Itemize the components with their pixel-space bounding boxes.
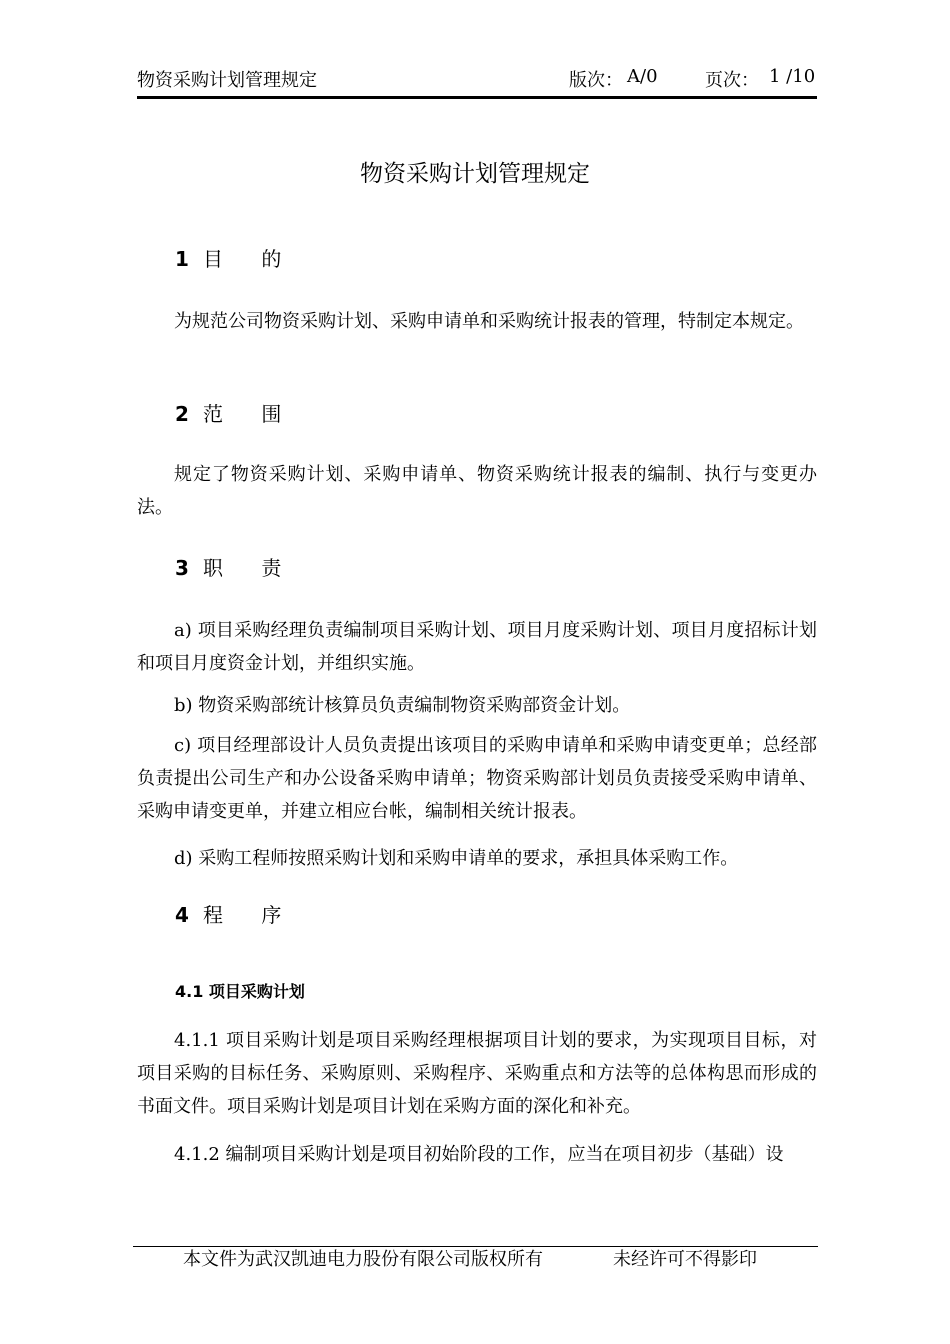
footer-copyright: 本文件为武汉凯迪电力股份有限公司版权所有 [183, 1249, 543, 1270]
paragraph-4-1-1: 4.1.1 项目采购计划是项目采购经理根据项目计划的要求，为实现项目目标，对项目采购的目标任务、采购原则、采购程序、采购重点和方法等的总体构思而形成的书面文件。项目采购计划是项目计划在采购方面的深化和补充。 [137, 1030, 817, 1117]
section-4-number: 4 [175, 903, 189, 927]
page-footer [183, 1245, 757, 1271]
section-1-text: 为规范公司物资采购计划、采购申请单和采购统计报表的管理，特制定本规定。 [174, 311, 804, 332]
document-title: 物资采购计划管理规定 [360, 161, 590, 187]
section-4-heading [175, 899, 297, 928]
paragraph-4-1-2: 4.1.2 编制项目采购计划是项目初始阶段的工作，应当在项目初步（基础）设 [174, 1144, 784, 1165]
footer-notice: 未经许可不得影印 [613, 1249, 757, 1270]
section-3-heading [175, 552, 297, 581]
section-2-number: 2 [175, 402, 189, 426]
page-header [137, 62, 817, 99]
duty-item-c: c) 项目经理部设计人员负责提出该项目的采购申请单和采购申请变更单；总经部负责提出公司生产和办公设备采购申请单；物资采购部计划员负责接受采购申请单、采购申请变更单，并建立相应台帐，编制相关统计报表。 [137, 735, 817, 822]
duty-item-b: b) 物资采购部统计核算员负责编制物资采购部资金计划。 [174, 695, 631, 716]
version-label: 版次： [569, 70, 623, 91]
subsection-4-1-heading: 4.1 项目采购计划 [175, 982, 305, 1001]
header-title: 物资采购计划管理规定 [137, 70, 317, 91]
section-1-title: 目 的 [203, 247, 298, 271]
section-2-text: 规定了物资采购计划、采购申请单、物资采购统计报表的编制、执行与变更办法。 [137, 464, 817, 518]
section-2-heading [175, 398, 297, 427]
section-4-title: 程 序 [203, 903, 298, 927]
section-3-number: 3 [175, 556, 189, 580]
duty-item-a: a) 项目采购经理负责编制项目采购计划、项目月度采购计划、项目月度招标计划和项目月度资金计划，并组织实施。 [137, 620, 817, 674]
page-label: 页次： [705, 70, 759, 91]
section-2-title: 范 围 [203, 402, 298, 426]
version-value: A/0 [627, 66, 658, 87]
duty-item-d: d) 采购工程师按照采购计划和采购申请单的要求，承担具体采购工作。 [174, 848, 739, 869]
section-3-title: 职 责 [203, 556, 298, 580]
section-1-heading [175, 243, 297, 272]
section-1-number: 1 [175, 247, 189, 271]
page-value: 1 /10 [769, 66, 816, 87]
